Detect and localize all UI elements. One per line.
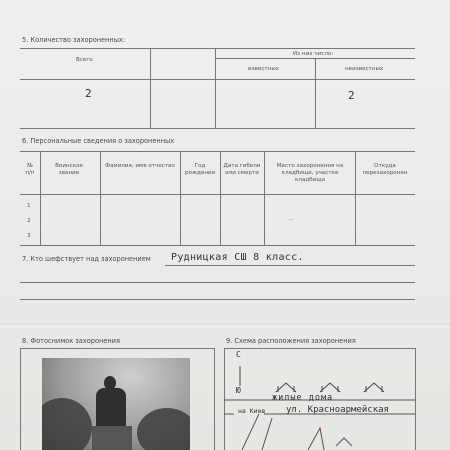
divider	[355, 151, 356, 245]
statue-body	[96, 388, 126, 428]
patron-value: Рудницкая СШ 8 класс.	[171, 252, 304, 263]
total-header: Всего	[76, 57, 93, 63]
side-street	[262, 418, 272, 450]
place-header: Место захоронения на кладбище, участке кладбища	[276, 163, 344, 183]
divider	[315, 58, 316, 128]
divider	[20, 282, 415, 283]
divider	[20, 79, 415, 80]
unknown-value: 2	[348, 89, 355, 102]
divider	[165, 265, 415, 266]
section5-title: 5. Количество захороненных:	[22, 36, 126, 44]
row-number: 1	[27, 203, 31, 209]
divider	[20, 299, 415, 300]
section8-title: 8. Фотоснимок захоронения	[22, 337, 120, 345]
houses-icon	[276, 383, 384, 392]
divider	[20, 348, 21, 450]
section9-title: 9. Схема расположения захоронения	[226, 337, 356, 345]
house-icon	[336, 438, 352, 446]
compass-north: С	[236, 350, 241, 359]
grave-path	[308, 428, 320, 450]
row-number: 2	[27, 218, 31, 224]
statue-pedestal	[92, 426, 132, 450]
divider	[220, 151, 221, 245]
compass-south: Ю	[236, 386, 241, 395]
num-header-label: №	[27, 163, 33, 169]
divider	[20, 348, 214, 349]
page-fold	[0, 323, 450, 328]
tree-shape	[137, 408, 190, 450]
section7-title: 7. Кто шефствует над захоронением	[22, 255, 151, 263]
divider	[100, 151, 101, 245]
death-header: Дата гибели или смерти	[223, 163, 261, 176]
divider	[415, 348, 416, 450]
divider	[20, 48, 415, 49]
rank-header: Воинское звание	[55, 163, 83, 176]
divider	[215, 48, 216, 128]
blank-dash: —	[288, 217, 294, 223]
unknown-header: неизвестных	[345, 66, 384, 72]
memorial-photo	[42, 358, 190, 450]
houses-label: жилые дома	[272, 393, 334, 403]
street-label: ул. Красноармейская	[286, 405, 389, 415]
divider	[20, 245, 415, 246]
road-label: на Киев	[238, 407, 266, 415]
from-header: Откуда перезахоронен	[362, 163, 408, 176]
divider	[180, 151, 181, 245]
total-value: 2	[85, 87, 92, 100]
section6-title: 6. Персональные сведения о захороненных	[22, 137, 175, 145]
tree-shape	[42, 398, 92, 450]
birth-header: Год рождения	[185, 163, 215, 176]
num-sub-label: п/п	[25, 169, 35, 176]
row-number: 3	[27, 233, 31, 239]
name-header: Фамилия, имя отчество	[105, 163, 175, 169]
of-them-header: Из них число:	[293, 51, 334, 57]
known-header: известных	[248, 66, 280, 72]
divider	[40, 151, 41, 245]
divider	[20, 128, 415, 129]
divider	[264, 151, 265, 245]
grave-path	[320, 428, 324, 450]
side-street	[242, 414, 259, 450]
divider	[150, 48, 151, 128]
divider	[214, 348, 215, 450]
num-header	[20, 163, 40, 177]
grave-marker-icon	[319, 426, 321, 430]
